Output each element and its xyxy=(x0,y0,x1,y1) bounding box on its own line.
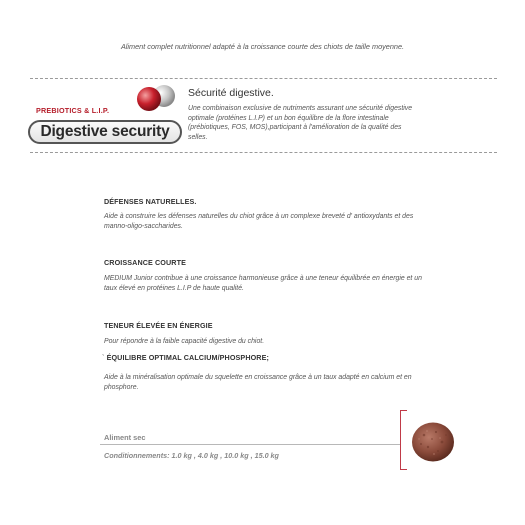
intro-text: Aliment complet nutritionnel adapté à la croissance courte des chiots de taille moyenne. xyxy=(120,42,405,51)
digestive-security-badge xyxy=(28,120,182,144)
top-divider xyxy=(30,78,497,79)
section-heading: ˋ ÉQUILIBRE OPTIMAL CALCIUM/PHOSPHORE; xyxy=(102,353,269,362)
digestive-title: Sécurité digestive. xyxy=(188,87,274,99)
section-text: MEDIUM Junior contribue à une croissance harmonieuse grâce à une teneur équilibrée en énergie et un taux élevé en protéines L.I.P de haute qualité. xyxy=(104,275,422,292)
section-text: Aide à la minéralisation optimale du squelette en croissance grâce à un taux adapté en calcium et en phosphore. xyxy=(104,374,412,391)
prebiotics-logo-text: PREBIOTICS & L.I.P. xyxy=(36,106,110,115)
kibble-bracket xyxy=(400,410,407,470)
digestive-description: Une combinaison exclusive de nutriments assurant une sécurité digestive optimale (protéines L.I.P) et un bon équilibre de la flore intestinale (prébiotiques, FOS, MOS),participant à l'amélioration de la qualité des selles. xyxy=(188,105,413,141)
bottom-divider xyxy=(30,152,497,153)
logo-spheres-icon xyxy=(130,83,180,113)
section-text: Pour répondre à la faible capacité digestive du chiot. xyxy=(104,338,265,345)
digestive-security-text: Digestive security xyxy=(40,123,170,140)
product-type-label: Aliment sec xyxy=(104,433,146,442)
kibble-icon xyxy=(408,420,456,464)
product-divider xyxy=(100,444,400,445)
section-heading: DÉFENSES NATURELLES. xyxy=(104,197,197,206)
section-text: Aide à construire les défenses naturelles du chiot grâce à un complexe breveté d' antioxydants et des manno-oligo-saccharides. xyxy=(104,213,414,230)
conditioning-text: Conditionnements: 1.0 kg , 4.0 kg , 10.0 kg , 15.0 kg xyxy=(104,451,279,460)
section-heading: CROISSANCE COURTE xyxy=(104,258,186,267)
section-heading: TENEUR ÉLEVÉE EN ÉNERGIE xyxy=(104,321,213,330)
